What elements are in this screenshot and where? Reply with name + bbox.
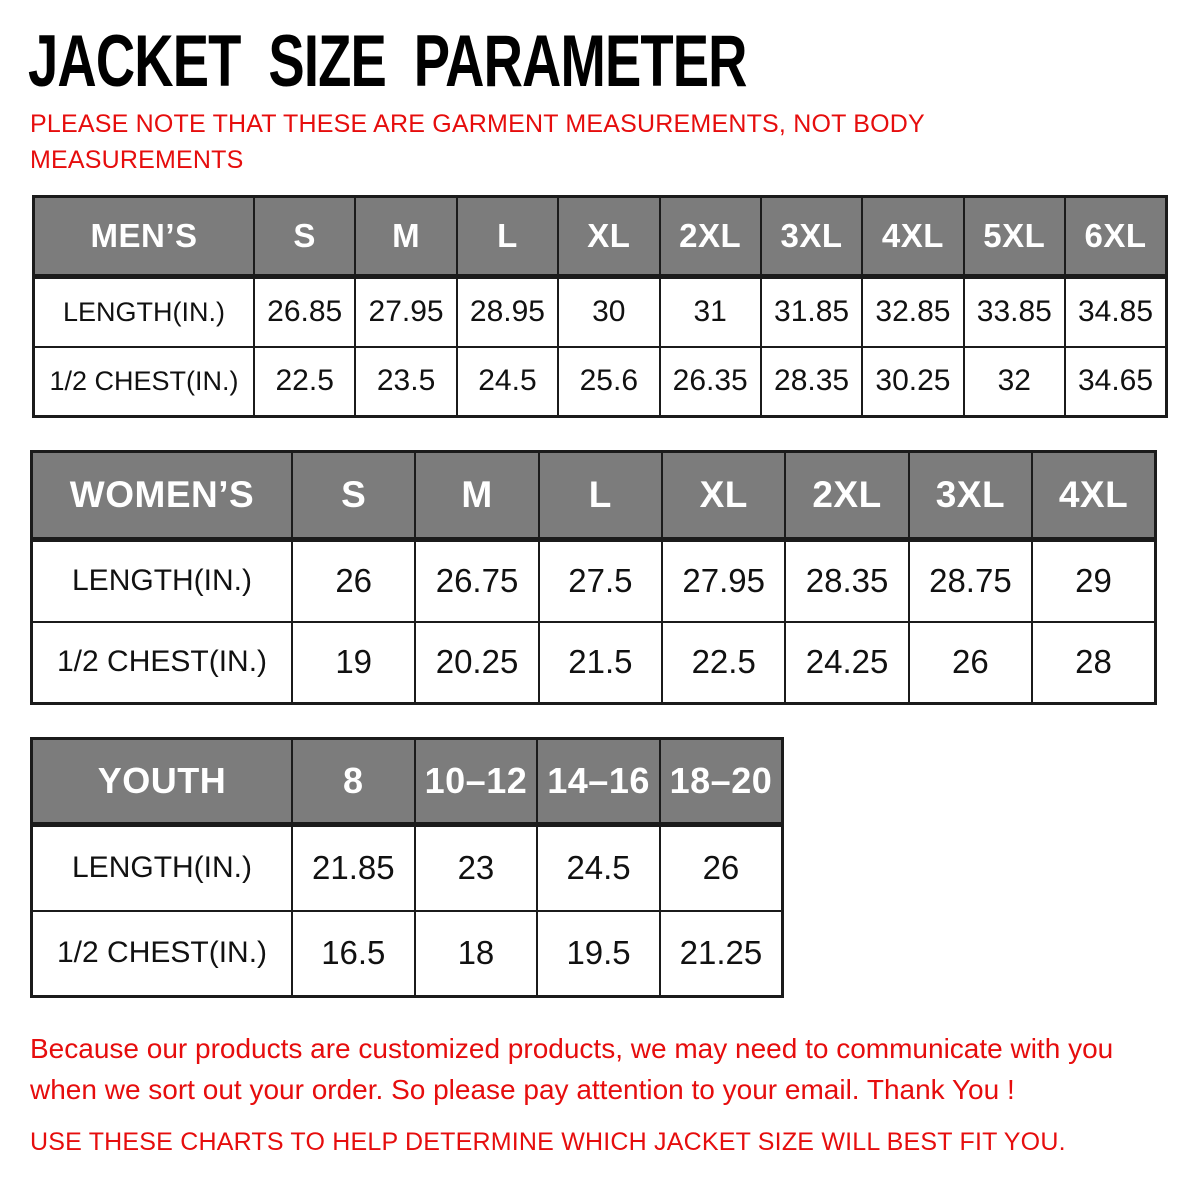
size-value-cell: 21.25	[660, 911, 783, 997]
table-row	[32, 911, 783, 997]
size-column-header: XL	[662, 452, 785, 540]
size-column-header: 6XL	[1065, 197, 1167, 277]
youth-header-row	[32, 739, 783, 825]
table-row	[32, 622, 1156, 704]
table-row	[34, 347, 1167, 417]
size-value-cell: 23.5	[355, 347, 456, 417]
size-column-header: XL	[558, 197, 659, 277]
size-value-cell: 31.85	[761, 277, 862, 347]
size-value-cell: 28.75	[909, 540, 1032, 622]
garment-measurements-note	[30, 106, 925, 179]
note-line-2: MEASUREMENTS	[30, 146, 244, 175]
note-line-1: PLEASE NOTE THAT THESE ARE GARMENT MEASUREMENTS, NOT BODY	[30, 110, 925, 138]
size-value-cell: 28.95	[457, 277, 558, 347]
mens-size-table	[32, 195, 1168, 418]
measure-row-label: 1/2 CHEST(IN.)	[34, 347, 255, 417]
footer-para-line-1: Because our products are customized products, we may need to communicate with you	[30, 1033, 1114, 1064]
size-column-header: S	[292, 452, 415, 540]
table-row	[32, 540, 1156, 622]
size-value-cell: 29	[1032, 540, 1155, 622]
size-value-cell: 19.5	[537, 911, 660, 997]
customized-products-note	[30, 1028, 1180, 1111]
measure-row-label: LENGTH(IN.)	[32, 540, 293, 622]
womens-header-row	[32, 452, 1156, 540]
size-value-cell: 28	[1032, 622, 1155, 704]
size-value-cell: 24.5	[457, 347, 558, 417]
size-value-cell: 19	[292, 622, 415, 704]
size-column-header: 14–16	[537, 739, 660, 825]
size-value-cell: 26.75	[415, 540, 538, 622]
table-row	[32, 825, 783, 911]
size-value-cell: 21.5	[539, 622, 662, 704]
size-column-header: 4XL	[1032, 452, 1155, 540]
table-row	[34, 277, 1167, 347]
size-value-cell: 27.95	[662, 540, 785, 622]
size-value-cell: 24.25	[785, 622, 908, 704]
size-value-cell: 28.35	[785, 540, 908, 622]
size-value-cell: 33.85	[964, 277, 1065, 347]
measure-row-label: 1/2 CHEST(IN.)	[32, 911, 293, 997]
size-value-cell: 23	[415, 825, 538, 911]
size-value-cell: 32	[964, 347, 1065, 417]
size-column-header: M	[355, 197, 456, 277]
size-value-cell: 31	[660, 277, 761, 347]
table-group-header: YOUTH	[32, 739, 293, 825]
page-title: JACKET SIZE PARAMETER	[28, 19, 747, 103]
size-value-cell: 21.85	[292, 825, 415, 911]
size-value-cell: 22.5	[662, 622, 785, 704]
footer-para-line-2: when we sort out your order. So please pay attention to your email. Thank You !	[30, 1074, 1015, 1106]
size-column-header: S	[254, 197, 355, 277]
size-column-header: L	[457, 197, 558, 277]
size-value-cell: 25.6	[558, 347, 659, 417]
size-value-cell: 30	[558, 277, 659, 347]
table-group-header: MEN’S	[34, 197, 255, 277]
mens-header-row	[34, 197, 1167, 277]
size-column-header: L	[539, 452, 662, 540]
size-value-cell: 27.5	[539, 540, 662, 622]
size-value-cell: 22.5	[254, 347, 355, 417]
size-column-header: 2XL	[660, 197, 761, 277]
size-value-cell: 26	[292, 540, 415, 622]
size-value-cell: 28.35	[761, 347, 862, 417]
measure-row-label: LENGTH(IN.)	[32, 825, 293, 911]
size-value-cell: 27.95	[355, 277, 456, 347]
size-value-cell: 26.35	[660, 347, 761, 417]
womens-size-table	[30, 450, 1157, 705]
size-column-header: 10–12	[415, 739, 538, 825]
size-column-header: 5XL	[964, 197, 1065, 277]
measure-row-label: LENGTH(IN.)	[34, 277, 255, 347]
size-value-cell: 26	[660, 825, 783, 911]
size-value-cell: 24.5	[537, 825, 660, 911]
size-value-cell: 32.85	[862, 277, 963, 347]
size-column-header: 3XL	[909, 452, 1032, 540]
size-column-header: 8	[292, 739, 415, 825]
size-value-cell: 26.85	[254, 277, 355, 347]
size-value-cell: 30.25	[862, 347, 963, 417]
size-column-header: 4XL	[862, 197, 963, 277]
size-value-cell: 34.65	[1065, 347, 1167, 417]
size-column-header: 2XL	[785, 452, 908, 540]
youth-size-table	[30, 737, 784, 998]
size-value-cell: 16.5	[292, 911, 415, 997]
size-value-cell: 18	[415, 911, 538, 997]
size-value-cell: 20.25	[415, 622, 538, 704]
size-value-cell: 26	[909, 622, 1032, 704]
size-column-header: 18–20	[660, 739, 783, 825]
measure-row-label: 1/2 CHEST(IN.)	[32, 622, 293, 704]
size-value-cell: 34.85	[1065, 277, 1167, 347]
use-charts-note: USE THESE CHARTS TO HELP DETERMINE WHICH JACKET SIZE WILL BEST FIT YOU.	[30, 1128, 1066, 1156]
table-group-header: WOMEN’S	[32, 452, 293, 540]
size-column-header: M	[415, 452, 538, 540]
size-column-header: 3XL	[761, 197, 862, 277]
